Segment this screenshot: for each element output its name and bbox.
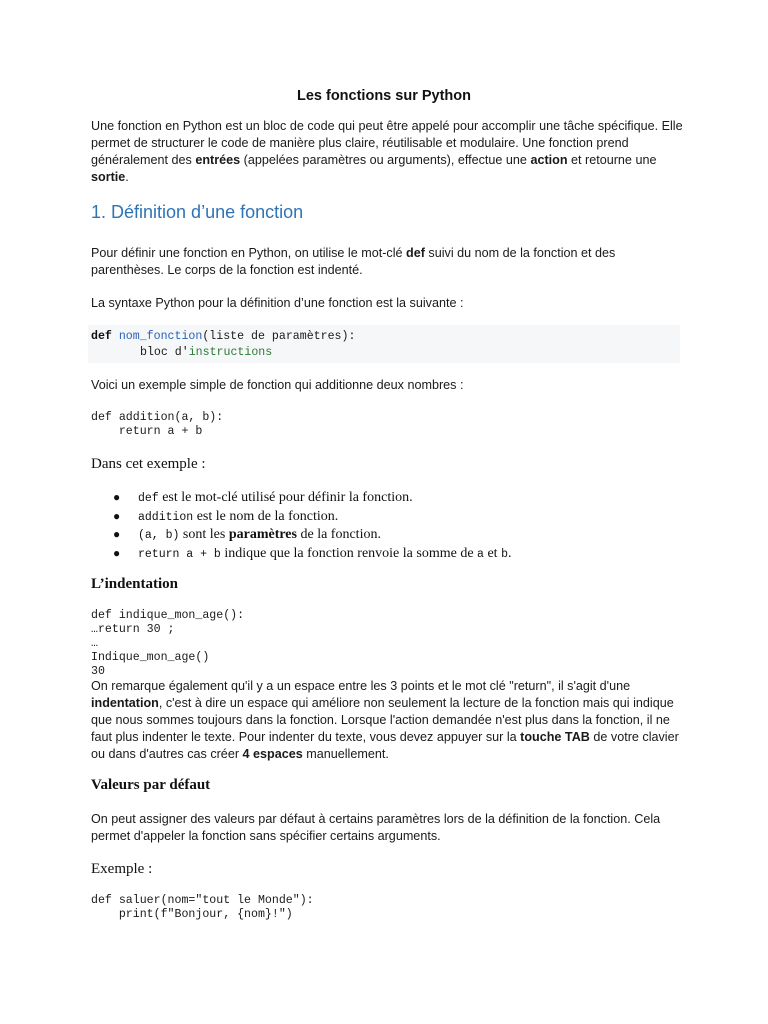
list-item-bold: paramètres: [228, 527, 297, 542]
indentation-text: On remarque également qu'il y a un espace entre les 3 points et le mot clé "return", il s'agit d'une: [91, 679, 631, 693]
inline-code: return a + b: [138, 547, 221, 561]
indentation-code-block: def indique_mon_age(): …return 30 ; … Indique_mon_age() 30: [91, 609, 245, 678]
intro-text: Une fonction en Python est un bloc de code qui peut être appelé pour accomplir une tâche spécifique. Elle permet de structurer le code de manière plus claire, réutilisable et modulaire. Une fonction prend généralement des: [91, 119, 683, 167]
indentation-bold-tab: touche TAB: [520, 730, 590, 744]
list-item: [113, 508, 511, 527]
section-heading-definition: 1. Définition d’une fonction: [91, 202, 304, 222]
intro-bold-entrees: entrées: [195, 153, 241, 167]
list-item-text: de la fonction.: [296, 527, 381, 542]
intro-text: (appelées paramètres ou arguments), effectue une: [240, 153, 531, 167]
intro-paragraph: [91, 118, 683, 186]
example-code-block: def addition(a, b): return a + b: [91, 411, 224, 438]
inline-code: (a, b): [138, 529, 180, 542]
definition-text: suivi du nom de la fonction et des parenthèses. Le corps de la fonction est indenté.: [91, 246, 616, 277]
definition-bold-def: def: [406, 246, 425, 260]
inline-code: a: [477, 547, 484, 561]
indentation-heading: L’indentation: [91, 576, 178, 592]
code-keyword: def: [91, 330, 112, 343]
inline-code: addition: [138, 510, 194, 524]
code-function-name: nom_fonction: [118, 330, 203, 343]
explanation-list: [113, 489, 511, 563]
definition-text: Pour définir une fonction en Python, on utilise le mot-clé: [91, 246, 407, 260]
list-item-text: est le mot-clé utilisé pour définir la fonction.: [158, 490, 413, 505]
list-item-text: .: [507, 545, 512, 561]
intro-bold-action: action: [530, 153, 568, 167]
list-item: [113, 526, 511, 545]
defaults-heading: Valeurs par défaut: [91, 777, 211, 793]
bullet-icon: ●: [113, 508, 121, 523]
indentation-bold: indentation: [91, 696, 159, 710]
list-item-text: sont les: [179, 527, 229, 542]
intro-text: .: [125, 170, 129, 184]
defaults-code-block: def saluer(nom="tout le Monde"): print(f"Bonjour, {nom}!"): [91, 894, 314, 921]
bullet-icon: ●: [113, 527, 121, 541]
code-string: instructions: [188, 346, 273, 359]
bullet-icon: ●: [113, 490, 121, 504]
indentation-text: , c'est à dire un espace qui améliore non seulement la lecture de la fonction mais qui indique que nous sommes toujours dans la fonction. Lorsque l'action demandée n'est plus dans la fonction, il ne faut plus indenter le texte. Pour indenter du texte, vous devez appuyer sur la: [91, 696, 674, 744]
list-item-text: est le nom de la fonction.: [193, 508, 339, 524]
indentation-bold-spaces: 4 espaces: [242, 747, 303, 761]
page-title: Les fonctions sur Python: [296, 88, 471, 104]
explanation-heading: Dans cet exemple :: [91, 456, 206, 472]
syntax-intro: La syntaxe Python pour la définition d’une fonction est la suivante :: [91, 296, 464, 310]
example-intro: Voici un exemple simple de fonction qui additionne deux nombres :: [91, 378, 464, 392]
syntax-code-line-1: [91, 330, 355, 344]
definition-paragraph: [91, 245, 683, 279]
code-params: (liste de paramètres):: [202, 330, 356, 343]
indentation-text: de votre clavier ou dans d'autres cas créer: [91, 730, 679, 761]
intro-text: et retourne une: [567, 153, 657, 167]
inline-code: def: [138, 492, 159, 505]
list-item: [113, 489, 511, 508]
bullet-icon: ●: [113, 545, 121, 560]
list-item-text: et: [483, 545, 502, 561]
inline-code: b: [501, 547, 508, 561]
intro-bold-sortie: sortie: [91, 170, 126, 184]
list-item: [113, 545, 511, 564]
defaults-example-label: Exemple :: [91, 861, 153, 877]
defaults-paragraph: On peut assigner des valeurs par défaut à certains paramètres lors de la définition de la fonction. Cela permet d'appeler la fonction sans spécifier certains arguments.: [91, 812, 661, 843]
syntax-code-line-2: [140, 346, 272, 360]
indentation-text: manuellement.: [302, 747, 389, 761]
list-item-text: indique que la fonction renvoie la somme de: [220, 545, 478, 561]
indentation-paragraph: [91, 678, 683, 763]
code-text: bloc d': [140, 346, 189, 359]
